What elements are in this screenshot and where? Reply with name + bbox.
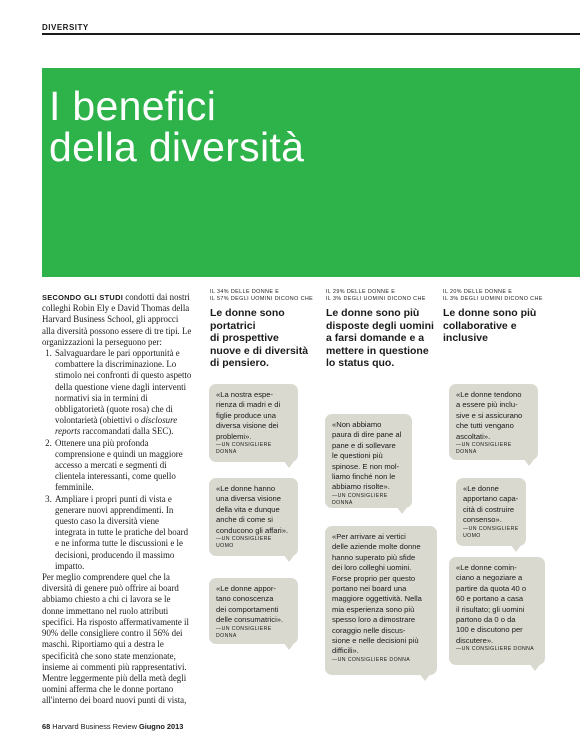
hero-banner: [42, 68, 580, 277]
bubble-tail: [529, 663, 541, 671]
magazine-name: Harvard Business Review: [52, 722, 137, 731]
list-item: 1. Salvaguardare le pari opportunità e combattere la discriminazione. Lo stimolo nei confronti di questo aspetto della questione viene dagli interventi normativi sia in termini di obbligatorietà (quote rosa) che di volontarietà (obiettivi o disclosure reports raccomandati dalla SEC).: [54, 348, 192, 438]
stat-headline: Le donne sono portatrici di prospettive nuove e di diversità di pensiero.: [210, 307, 309, 370]
stat-block: [210, 289, 322, 370]
bubble-tail: [396, 506, 408, 514]
quote-bubble: «La nostra espe- rienza di madri e di figlie produce una diversa visione dei problemi». —UN CONSIGLIERE DONNA: [209, 384, 298, 462]
quote-attribution: —UN CONSIGLIERE DONNA: [456, 442, 512, 456]
top-rule: [42, 33, 580, 35]
stat-line: IL 57% DEGLI UOMINI DICONO CHE: [210, 296, 314, 302]
bubble-tail: [283, 460, 295, 468]
section-label: DIVERSITY: [42, 23, 89, 32]
quote-bubble: «Le donne appor- tano conoscenza dei comportamenti delle consumatrici». —UN CONSIGLIERE DONNA: [209, 578, 298, 644]
quote-attribution: —UN CONSIGLIERE DONNA: [332, 656, 411, 663]
bubble-tail: [283, 554, 295, 562]
bubble-tail: [523, 458, 535, 466]
article-title: [49, 83, 305, 170]
stat-block: [443, 289, 558, 345]
quote-attribution: UOMO: [463, 532, 481, 539]
body-paragraph: Per meglio comprendere quel che la diversità di genere può offrire ai board abbiamo chiesto a chi ci lavora se le donne immettano nel ruolo attributi specifici. Ha risposto affermativamente il 90% delle consigliere contro il 56% dei maschi. Riportiamo qui a destra le specificità che sono state menzionate, insieme ai commenti più rappresentativi.: [42, 572, 189, 672]
body-column: [42, 292, 192, 707]
quote-bubble: «Le donne comin- ciano a negoziare a partire da quota 40 o 60 e portano a casa il risultato; gli uomini partono da 0 o da 100 e discutono per discutere». —UN CONSIGLIERE DONNA: [449, 557, 545, 665]
stat-headline: Le donne sono più disposte degli uomini a farsi domande e a mettere in questione lo status quo.: [326, 307, 434, 370]
intro-paragraph: [42, 292, 192, 348]
page-footer: [42, 722, 183, 731]
quote-attribution: —UN CONSIGLIERE UOMO: [216, 536, 272, 550]
title-line: I benefici: [49, 83, 217, 129]
stat-line: IL 34% DELLE DONNE E: [210, 289, 280, 295]
quote-attribution: —UN CONSIGLIERE DONNA: [456, 646, 535, 653]
bubble-tail: [283, 642, 295, 650]
list-item: 3. Ampliare i propri punti di vista e generare nuovi apprendimenti. In questo caso la diversità viene integrata in tutte le pratiche del board e ne informa tutte le discussioni e le decisioni, producendo il massimo impatto.: [54, 494, 192, 572]
body-paragraph: Mentre leggermente più della metà degli uomini afferma che le donne portano all'interno dei board nuovi punti di vista,: [42, 672, 187, 706]
approach-list: [42, 348, 192, 572]
quote-attribution: —UN CONSIGLIERE: [463, 525, 519, 532]
quote-bubble: «Le donne apportano capa- cità di costruire consenso». —UN CONSIGLIERE UOMO: [456, 478, 526, 546]
stat-line: IL 29% DELLE DONNE E: [326, 289, 396, 295]
stat-line: IL 3% DEGLI UOMINI DICONO CHE: [443, 296, 543, 302]
quote-bubble: «Le donne hanno una diversa visione della vita e dunque anche di come si conducono gli affari». —UN CONSIGLIERE UOMO: [209, 478, 298, 556]
bubble-tail: [419, 673, 431, 681]
intro-text: condotti dai nostri colleghi Robin Ely e David Thomas della Harvard Business School, gli approcci alla diversità possono essere di tre tipi. Le organizzazioni la perseguono per:: [42, 292, 192, 347]
bubble-tail: [510, 544, 522, 552]
stat-headline: Le donne sono più collaborative e inclusive: [443, 307, 537, 345]
stat-line: IL 20% DELLE DONNE E: [443, 289, 513, 295]
title-line: della diversità: [49, 124, 305, 170]
quote-attribution: —UN CONSIGLIERE DONNA: [216, 442, 272, 456]
quote-bubble: «Le donne tendono a essere più inclu- sive e si assicurano che tutti vengano ascoltati». —UN CONSIGLIERE DONNA: [449, 384, 538, 460]
page-number: 68: [42, 722, 51, 731]
quote-attribution: —UN CONSIGLIERE DONNA: [216, 625, 272, 639]
lead-in: SECONDO GLI STUDI: [42, 293, 124, 302]
stat-line: IL 3% DEGLI UOMINI DICONO CHE: [326, 296, 426, 302]
stat-block: [326, 289, 441, 370]
quote-bubble: «Non abbiamo paura di dire pane al pane e di sollevare le questioni più spinose. E non mol- liamo finché non le abbiamo risolte». —UN CONSIGLIERE DONNA: [325, 414, 412, 508]
quote-attribution: —UN CONSIGLIERE DONNA: [332, 492, 388, 506]
list-item: 2. Ottenere una più profonda comprensione e quindi un maggiore accesso a mercati e segmenti di clientela interessanti, come quello femminile.: [54, 438, 192, 494]
issue-date: Giugno 2013: [138, 722, 184, 731]
quote-bubble: «Per arrivare ai vertici delle aziende molte donne hanno superato più sfide dei loro colleghi uomini. Forse proprio per questo portano nei board una maggiore oggettività. Nella mia esperienza sono più spesso loro a dimostrare coraggio nelle discus- sione e nelle decisioni più difficili». —UN CONSIGLIERE DONNA: [325, 526, 437, 675]
